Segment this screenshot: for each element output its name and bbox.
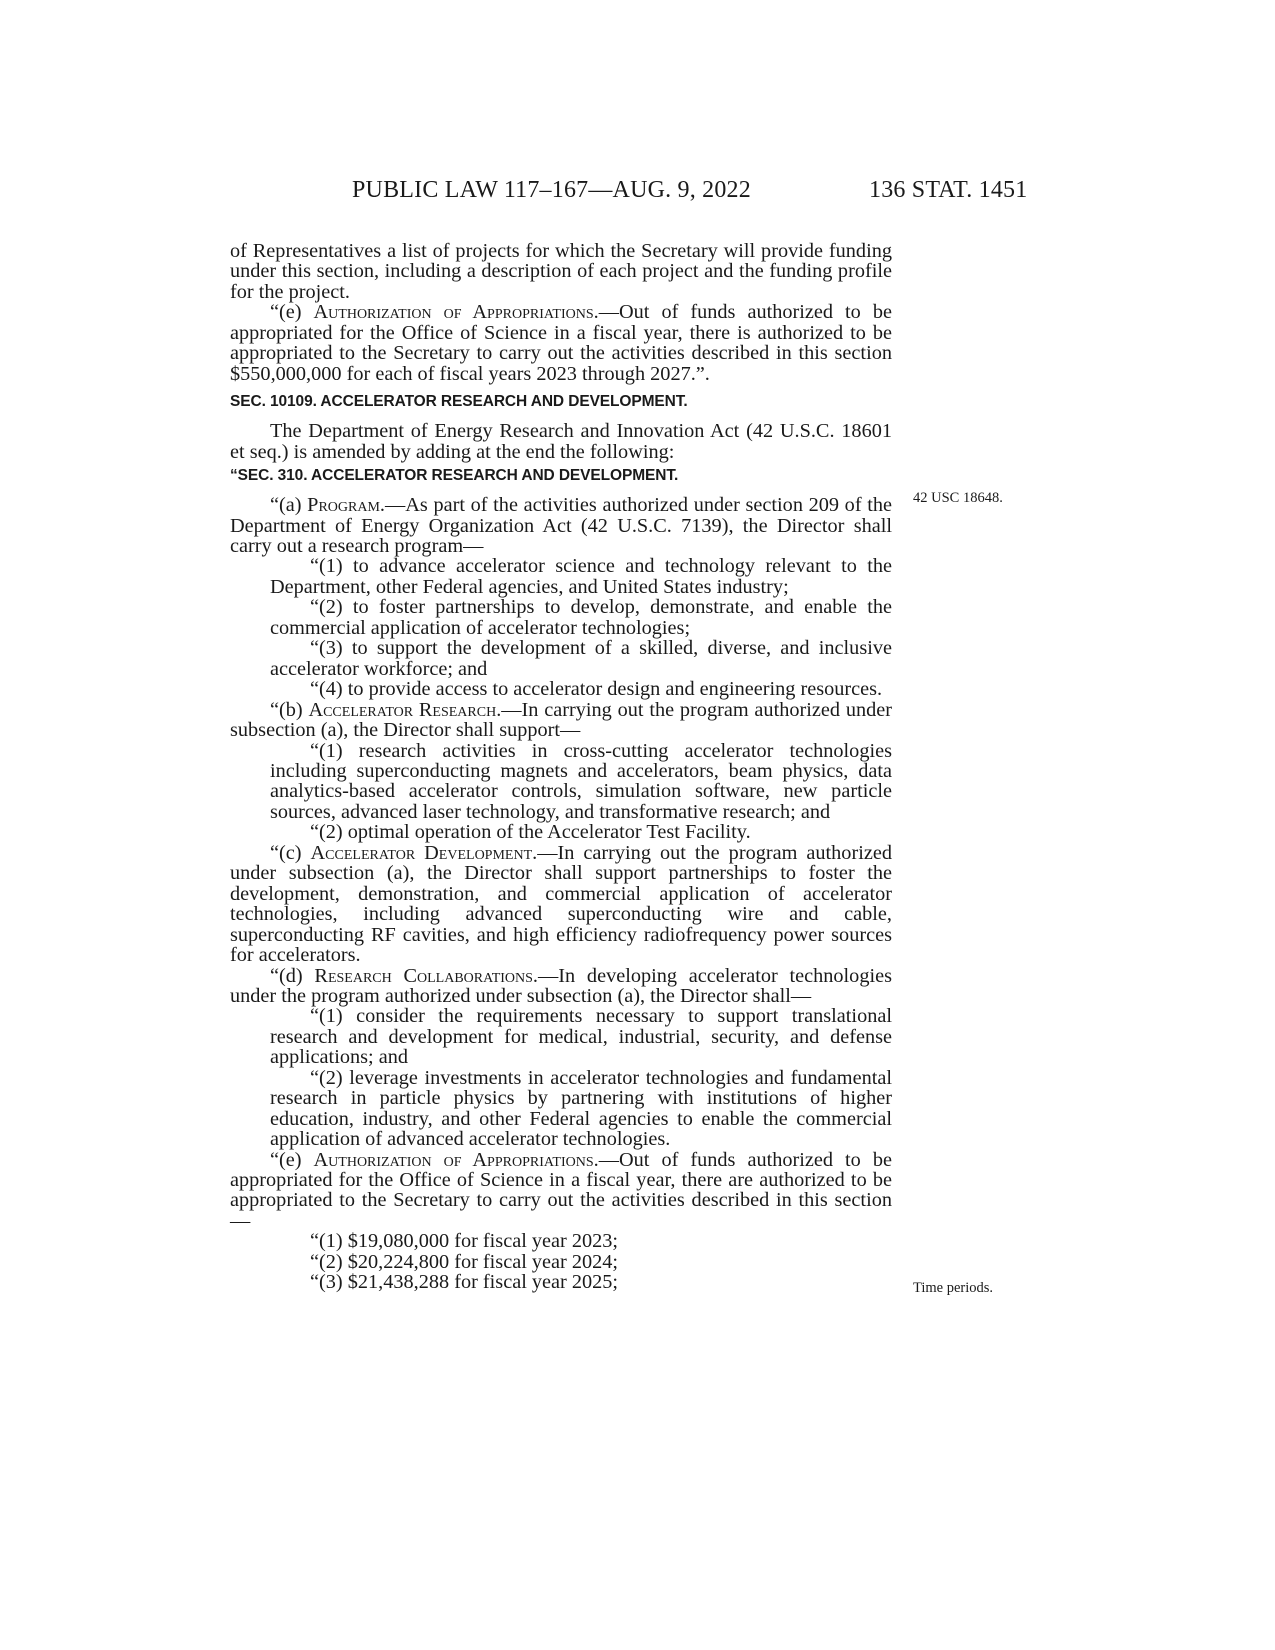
subsection-d-text: .—In developing accelerator technologies under the program authorized under subsection (a), the Director shall— [230, 964, 892, 1007]
running-header-page-number: 136 STAT. 1451 [869, 177, 1028, 203]
subsection-d-heading: Research Collaborations [314, 964, 533, 987]
subsection-b-item-2: “(2) optimal operation of the Accelerator Test Facility. [310, 821, 751, 844]
subsection-b [230, 700, 892, 741]
continued-paragraph: of Representatives a list of projects for which the Secretary will provide funding under this section, including a description of each project and the funding profile for the project. [230, 240, 892, 303]
subsection-e-second-text: .—Out of funds authorized to be appropriated for the Office of Science in a fiscal year, there are authorized to be appropriated to the Secretary to carry out the activities described in this section— [230, 1148, 892, 1232]
subsection-e-first-heading: Authorization of Appropriations [313, 301, 594, 324]
section-10109-heading: SEC. 10109. ACCELERATOR RESEARCH AND DEVELOPMENT. [230, 393, 688, 411]
subsection-e-first [230, 302, 892, 384]
subsection-e-second-heading: Authorization of Appropriations [313, 1148, 594, 1171]
margin-note-time-periods: Time periods. [913, 1280, 994, 1296]
subsection-d [230, 966, 892, 1007]
subsection-d-open: “(d) [270, 964, 315, 987]
subsection-a-open: “(a) [270, 494, 308, 517]
subsection-e-first-text: .—Out of funds authorized to be appropriated for the Office of Science in a fiscal year, there is authorized to be appropriated to the Secretary to carry out the activities described in this section $550,000,000 for each of fiscal years 2023 through 2027.”. [230, 301, 892, 385]
subsection-b-open: “(b) [270, 698, 309, 721]
subsection-e-second-item-2: “(2) $20,224,800 for fiscal year 2024; [310, 1250, 619, 1273]
subsection-e-first-open: “(e) [270, 301, 314, 324]
subsection-b-item-1: “(1) research activities in cross-cutting accelerator technologies including superconducting magnets and accelerators, beam physics, data analytics-based accelerator controls, simulation software, new particle sources, advanced laser technology, and transformative research; and [270, 739, 892, 823]
subsection-b-text: .—In carrying out the program authorized under subsection (a), the Director shall support— [230, 698, 892, 742]
section-310-heading: “SEC. 310. ACCELERATOR RESEARCH AND DEVELOPMENT. [230, 467, 679, 485]
subsection-a-item-1: “(1) to advance accelerator science and technology relevant to the Department, other Federal agencies, and United States industry; [270, 555, 892, 598]
subsection-a-item-2: “(2) to foster partnerships to develop, demonstrate, and enable the commercial application of accelerator technologies; [270, 596, 892, 639]
subsection-c-text: .—In carrying out the program authorized under subsection (a), the Director shall support partnerships to foster the development, demonstration, and commercial application of accelerator technologies, including advanced superconducting wire and cable, superconducting RF cavities, and high efficiency radiofrequency power sources for accelerators. [230, 841, 892, 967]
subsection-e-second-open: “(e) [270, 1148, 314, 1171]
subsection-e-second [230, 1150, 892, 1232]
subsection-a-item-3: “(3) to support the development of a skilled, diverse, and inclusive accelerator workforce; and [270, 637, 892, 680]
subsection-d-item-2: “(2) leverage investments in accelerator technologies and fundamental research in particle physics by partnering with institutions of higher education, industry, and other Federal agencies to enable the commercial application of advanced accelerator technologies. [270, 1066, 892, 1151]
statute-text-column [230, 241, 892, 1293]
margin-note-usc-citation: 42 USC 18648. [913, 490, 1003, 506]
subsection-a-text: .—As part of the activities authorized under section 209 of the Department of Energy Organization Act (42 U.S.C. 7139), the Director shall carry out a research program— [230, 494, 892, 557]
section-10109-intro: The Department of Energy Research and Innovation Act (42 U.S.C. 18601 et seq.) is amended by adding at the end the following: [230, 420, 892, 463]
subsection-d-item-1: “(1) consider the requirements necessary to support translational research and development for medical, industrial, security, and defense applications; and [270, 1005, 892, 1069]
subsection-c-open: “(c) [270, 841, 311, 864]
subsection-a-item-4: “(4) to provide access to accelerator design and engineering resources. [310, 678, 883, 701]
subsection-e-second-item-1: “(1) $19,080,000 for fiscal year 2023; [310, 1230, 619, 1253]
running-header-title: PUBLIC LAW 117–167—AUG. 9, 2022 [352, 177, 751, 203]
subsection-a-heading: Program [307, 494, 380, 517]
subsection-b-heading: Accelerator Research [308, 698, 497, 721]
subsection-e-second-item-3: “(3) $21,438,288 for fiscal year 2025; [310, 1271, 619, 1294]
subsection-c-heading: Accelerator Development [310, 841, 533, 864]
subsection-a [230, 495, 892, 556]
subsection-c [230, 843, 892, 966]
